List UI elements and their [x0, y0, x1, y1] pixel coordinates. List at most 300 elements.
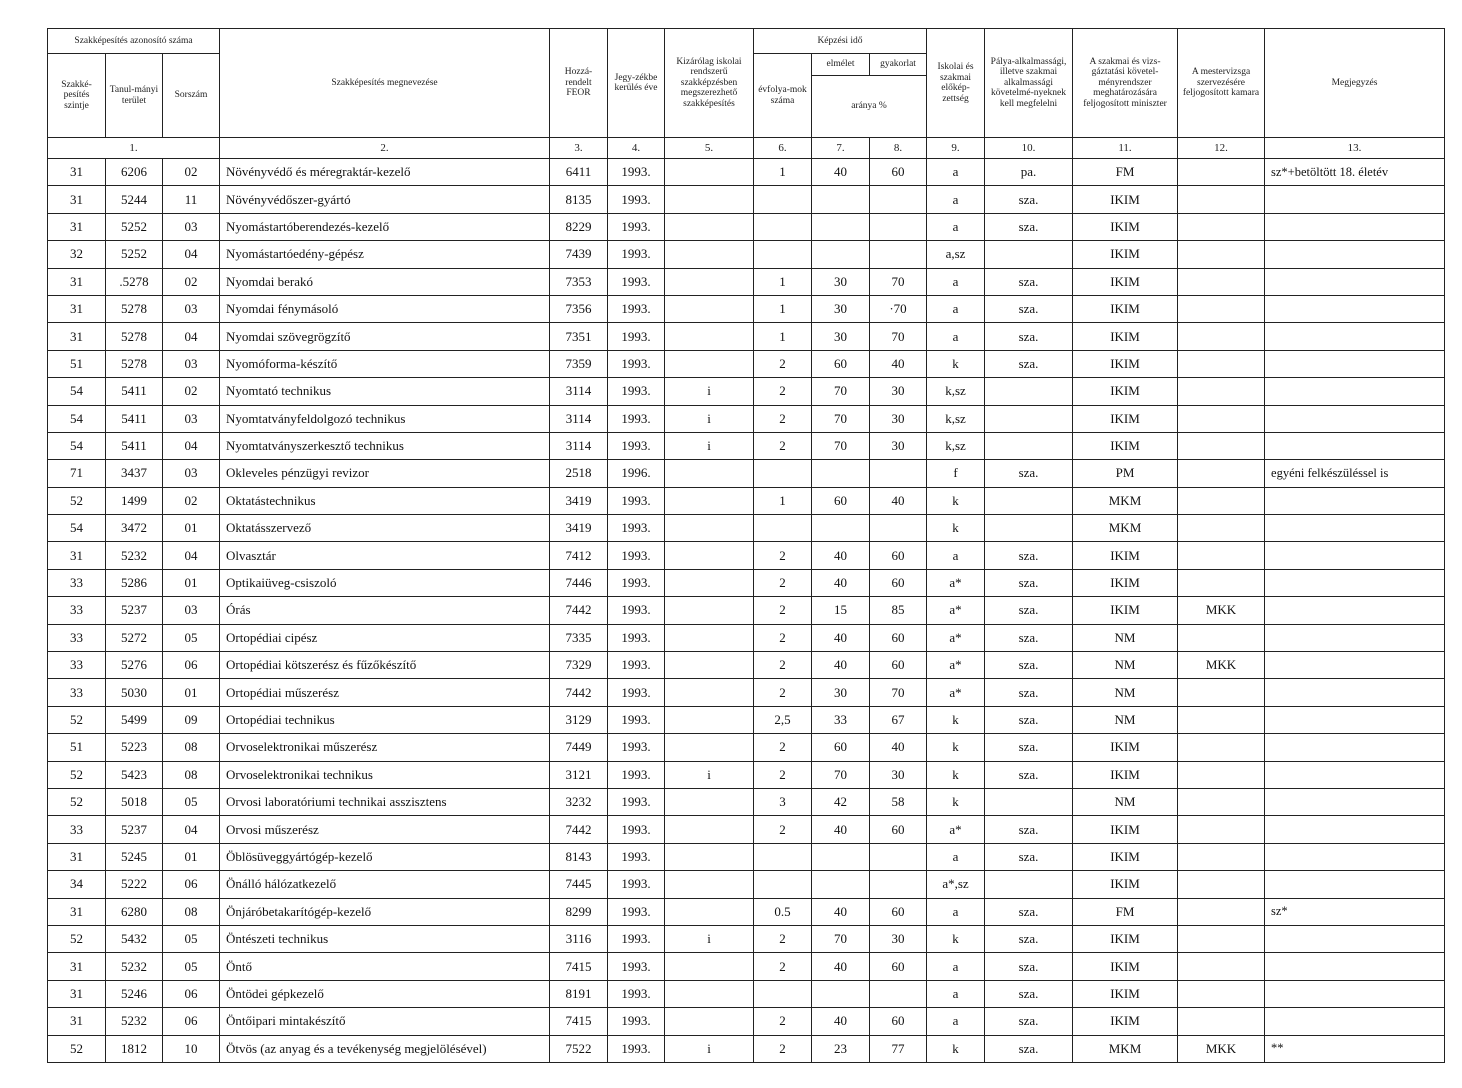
cell-name: Nyomdai szövegrögzítő — [220, 323, 550, 350]
table-row — [48, 597, 1445, 624]
cell-szint: 52 — [48, 487, 106, 514]
cell-sorszam: 05 — [163, 953, 220, 980]
cell-jegyzek: 1993. — [608, 542, 665, 569]
cell-jegyzek: 1993. — [608, 268, 665, 295]
cell-elmelet: 40 — [812, 159, 870, 186]
cell-gyakorlat: 60 — [870, 652, 927, 679]
cell-kizarolag — [665, 871, 754, 898]
cell-gyakorlat: 60 — [870, 953, 927, 980]
cell-gyakorlat: 40 — [870, 734, 927, 761]
cell-kizarolag — [665, 706, 754, 733]
cell-feor: 7439 — [550, 241, 608, 268]
cell-kizarolag: i — [665, 761, 754, 788]
cell-name: Optikaiüveg-csiszoló — [220, 569, 550, 596]
cell-mester — [1178, 515, 1265, 542]
cell-szint: 54 — [48, 405, 106, 432]
cell-name: Növényvédőszer-gyártó — [220, 186, 550, 213]
cell-sorszam: 11 — [163, 186, 220, 213]
cell-feor: 7356 — [550, 295, 608, 322]
cell-tanul: 5423 — [106, 761, 163, 788]
cell-szint: 33 — [48, 679, 106, 706]
table-row — [48, 788, 1445, 815]
cell-szint: 52 — [48, 925, 106, 952]
cell-evfolyam: 1 — [754, 295, 812, 322]
cell-evfolyam: 2 — [754, 734, 812, 761]
cell-iskolai: a* — [927, 624, 985, 651]
header-jegyzek: Jegy-zékbe kerülés éve — [608, 29, 665, 138]
table-row — [48, 843, 1445, 870]
cell-feor: 3232 — [550, 788, 608, 815]
cell-gyakorlat: 60 — [870, 569, 927, 596]
cell-kizarolag — [665, 542, 754, 569]
cell-evfolyam: 1 — [754, 323, 812, 350]
cell-evfolyam: 3 — [754, 788, 812, 815]
header-aranya: aránya % — [812, 76, 927, 138]
cell-mester — [1178, 487, 1265, 514]
cell-jegyzek: 1993. — [608, 569, 665, 596]
cell-iskolai: a,sz — [927, 241, 985, 268]
cell-palya — [985, 378, 1073, 405]
cell-mester — [1178, 241, 1265, 268]
table-row — [48, 323, 1445, 350]
table-row — [48, 953, 1445, 980]
cell-tanul: 6206 — [106, 159, 163, 186]
cell-kizarolag — [665, 295, 754, 322]
cell-name: Öntödei gépkezelő — [220, 980, 550, 1007]
cell-szint: 54 — [48, 378, 106, 405]
cell-elmelet: 33 — [812, 706, 870, 733]
table-row — [48, 432, 1445, 459]
cell-iskolai: a — [927, 186, 985, 213]
cell-szint: 31 — [48, 1008, 106, 1035]
cell-szint: 31 — [48, 843, 106, 870]
table-row — [48, 871, 1445, 898]
header-palya: Pálya-alkalmassági, illetve szakmai alkalmassági követelmé-nyeknek kell megfelelni — [985, 29, 1073, 138]
cell-iskolai: k — [927, 925, 985, 952]
cell-name: Nyomdai berakó — [220, 268, 550, 295]
cell-name: Orvoselektronikai műszerész — [220, 734, 550, 761]
cell-tanul: 5272 — [106, 624, 163, 651]
cell-tanul: .5278 — [106, 268, 163, 295]
cell-feor: 7415 — [550, 1008, 608, 1035]
cell-jegyzek: 1993. — [608, 652, 665, 679]
cell-iskolai: a* — [927, 569, 985, 596]
cell-feor: 7335 — [550, 624, 608, 651]
cell-kizarolag — [665, 159, 754, 186]
cell-tanul: 5278 — [106, 350, 163, 377]
cell-palya: sza. — [985, 1035, 1073, 1062]
header-name: Szakképesítés megnevezése — [220, 29, 550, 138]
cell-feor: 8143 — [550, 843, 608, 870]
cell-palya: sza. — [985, 295, 1073, 322]
cell-gyakorlat — [870, 241, 927, 268]
table-row — [48, 515, 1445, 542]
colnum: 11. — [1073, 138, 1178, 159]
cell-szint: 33 — [48, 816, 106, 843]
cell-iskolai: a — [927, 542, 985, 569]
cell-tanul: 5411 — [106, 378, 163, 405]
cell-tanul: 5246 — [106, 980, 163, 1007]
cell-name: Nyomtatványfeldolgozó technikus — [220, 405, 550, 432]
cell-kizarolag: i — [665, 378, 754, 405]
cell-sorszam: 03 — [163, 213, 220, 240]
cell-iskolai: k — [927, 515, 985, 542]
cell-miniszter: MKM — [1073, 487, 1178, 514]
cell-evfolyam: 2 — [754, 432, 812, 459]
cell-kizarolag — [665, 953, 754, 980]
cell-jegyzek: 1993. — [608, 1035, 665, 1062]
cell-evfolyam: 2 — [754, 761, 812, 788]
cell-gyakorlat: 40 — [870, 350, 927, 377]
cell-miniszter: IKIM — [1073, 569, 1178, 596]
cell-szint: 31 — [48, 323, 106, 350]
cell-miniszter: NM — [1073, 679, 1178, 706]
header-kizarolag: Kizárólag iskolai rendszerű szakképzésben megszerezhető szakképesítés — [665, 29, 754, 138]
cell-jegyzek: 1993. — [608, 843, 665, 870]
cell-feor: 6411 — [550, 159, 608, 186]
cell-miniszter: IKIM — [1073, 542, 1178, 569]
cell-kizarolag — [665, 186, 754, 213]
table-row — [48, 980, 1445, 1007]
cell-megjegyzes — [1265, 350, 1445, 377]
cell-iskolai: a — [927, 953, 985, 980]
cell-elmelet: 40 — [812, 624, 870, 651]
cell-feor: 7329 — [550, 652, 608, 679]
cell-iskolai: k — [927, 350, 985, 377]
cell-miniszter: IKIM — [1073, 405, 1178, 432]
cell-elmelet: 40 — [812, 542, 870, 569]
cell-sorszam: 04 — [163, 432, 220, 459]
table-row — [48, 569, 1445, 596]
table-row — [48, 460, 1445, 487]
cell-megjegyzes — [1265, 925, 1445, 952]
header-szint: Szakké-pesítés szintje — [48, 54, 106, 138]
cell-feor: 3129 — [550, 706, 608, 733]
cell-megjegyzes — [1265, 761, 1445, 788]
qualifications-table — [47, 28, 1445, 1063]
cell-miniszter: MKM — [1073, 1035, 1178, 1062]
cell-palya: sza. — [985, 350, 1073, 377]
cell-miniszter: IKIM — [1073, 925, 1178, 952]
cell-iskolai: a — [927, 268, 985, 295]
cell-name: Öblösüveggyártógép-kezelő — [220, 843, 550, 870]
table-row — [48, 542, 1445, 569]
cell-gyakorlat: 67 — [870, 706, 927, 733]
cell-jegyzek: 1993. — [608, 186, 665, 213]
cell-tanul: 5276 — [106, 652, 163, 679]
cell-palya: sza. — [985, 213, 1073, 240]
cell-palya: sza. — [985, 925, 1073, 952]
cell-mester: MKK — [1178, 652, 1265, 679]
colnum: 10. — [985, 138, 1073, 159]
cell-szint: 31 — [48, 213, 106, 240]
cell-palya: sza. — [985, 597, 1073, 624]
cell-feor: 3114 — [550, 432, 608, 459]
cell-kizarolag: i — [665, 432, 754, 459]
cell-mester — [1178, 925, 1265, 952]
cell-palya — [985, 405, 1073, 432]
cell-tanul: 5252 — [106, 241, 163, 268]
cell-mester — [1178, 186, 1265, 213]
cell-name: Okleveles pénzügyi revizor — [220, 460, 550, 487]
cell-elmelet: 60 — [812, 350, 870, 377]
cell-palya: sza. — [985, 268, 1073, 295]
cell-kizarolag: i — [665, 1035, 754, 1062]
table-body — [48, 159, 1445, 1063]
cell-mester — [1178, 378, 1265, 405]
cell-kizarolag — [665, 350, 754, 377]
header-iskolai: Iskolai és szakmai előkép-zettség — [927, 29, 985, 138]
cell-jegyzek: 1993. — [608, 241, 665, 268]
header-gyakorlat: gyakorlat — [870, 54, 927, 76]
cell-elmelet — [812, 213, 870, 240]
cell-jegyzek: 1993. — [608, 788, 665, 815]
cell-gyakorlat: 60 — [870, 898, 927, 925]
cell-iskolai: a — [927, 843, 985, 870]
cell-szint: 54 — [48, 515, 106, 542]
colnum: 12. — [1178, 138, 1265, 159]
cell-jegyzek: 1993. — [608, 378, 665, 405]
cell-miniszter: IKIM — [1073, 597, 1178, 624]
cell-szint: 32 — [48, 241, 106, 268]
cell-iskolai: a* — [927, 679, 985, 706]
cell-gyakorlat: 70 — [870, 323, 927, 350]
cell-feor: 8299 — [550, 898, 608, 925]
cell-miniszter: PM — [1073, 460, 1178, 487]
cell-szint: 33 — [48, 597, 106, 624]
cell-evfolyam: 0.5 — [754, 898, 812, 925]
cell-tanul: 3437 — [106, 460, 163, 487]
cell-szint: 52 — [48, 706, 106, 733]
cell-tanul: 5278 — [106, 323, 163, 350]
cell-kizarolag — [665, 788, 754, 815]
cell-name: Öntészeti technikus — [220, 925, 550, 952]
cell-miniszter: IKIM — [1073, 186, 1178, 213]
cell-sorszam: 04 — [163, 542, 220, 569]
cell-elmelet: 15 — [812, 597, 870, 624]
cell-miniszter: IKIM — [1073, 734, 1178, 761]
cell-szint: 31 — [48, 159, 106, 186]
cell-megjegyzes — [1265, 652, 1445, 679]
cell-gyakorlat: 85 — [870, 597, 927, 624]
cell-palya: sza. — [985, 734, 1073, 761]
cell-name: Önálló hálózatkezelő — [220, 871, 550, 898]
cell-elmelet: 40 — [812, 953, 870, 980]
cell-miniszter: IKIM — [1073, 295, 1178, 322]
cell-mester — [1178, 761, 1265, 788]
cell-palya: sza. — [985, 898, 1073, 925]
cell-szint: 71 — [48, 460, 106, 487]
cell-gyakorlat: 77 — [870, 1035, 927, 1062]
cell-gyakorlat — [870, 213, 927, 240]
cell-name: Nyomdai fénymásoló — [220, 295, 550, 322]
cell-evfolyam: 1 — [754, 268, 812, 295]
cell-evfolyam: 2 — [754, 350, 812, 377]
cell-miniszter: NM — [1073, 706, 1178, 733]
cell-feor: 7522 — [550, 1035, 608, 1062]
cell-szint: 51 — [48, 350, 106, 377]
cell-evfolyam — [754, 980, 812, 1007]
cell-evfolyam — [754, 871, 812, 898]
cell-gyakorlat: 30 — [870, 405, 927, 432]
cell-name: Oktatásszervező — [220, 515, 550, 542]
cell-sorszam: 01 — [163, 569, 220, 596]
cell-elmelet: 40 — [812, 652, 870, 679]
cell-jegyzek: 1993. — [608, 597, 665, 624]
cell-palya — [985, 515, 1073, 542]
cell-miniszter: IKIM — [1073, 980, 1178, 1007]
cell-name: Ötvös (az anyag és a tevékenység megjelölésével) — [220, 1035, 550, 1062]
cell-sorszam: 04 — [163, 323, 220, 350]
cell-sorszam: 03 — [163, 295, 220, 322]
cell-kizarolag — [665, 652, 754, 679]
cell-mester — [1178, 1008, 1265, 1035]
cell-elmelet: 40 — [812, 569, 870, 596]
cell-mester — [1178, 624, 1265, 651]
cell-elmelet: 23 — [812, 1035, 870, 1062]
cell-iskolai: a*,sz — [927, 871, 985, 898]
cell-name: Ortopédiai cipész — [220, 624, 550, 651]
cell-megjegyzes — [1265, 980, 1445, 1007]
cell-sorszam: 05 — [163, 624, 220, 651]
cell-szint: 31 — [48, 295, 106, 322]
cell-mester — [1178, 706, 1265, 733]
cell-iskolai: a — [927, 159, 985, 186]
colnum: 2. — [220, 138, 550, 159]
cell-name: Ortopédiai műszerész — [220, 679, 550, 706]
cell-mester — [1178, 268, 1265, 295]
colnum: 6. — [754, 138, 812, 159]
cell-iskolai: f — [927, 460, 985, 487]
cell-miniszter: IKIM — [1073, 816, 1178, 843]
cell-sorszam: 01 — [163, 515, 220, 542]
cell-jegyzek: 1993. — [608, 624, 665, 651]
cell-evfolyam — [754, 186, 812, 213]
header-elmelet: elmélet — [812, 54, 870, 76]
table-row — [48, 816, 1445, 843]
cell-kizarolag — [665, 898, 754, 925]
cell-elmelet: 70 — [812, 432, 870, 459]
cell-iskolai: a — [927, 213, 985, 240]
cell-miniszter: IKIM — [1073, 432, 1178, 459]
cell-palya: sza. — [985, 323, 1073, 350]
cell-name: Nyomástartóedény-gépész — [220, 241, 550, 268]
cell-szint: 31 — [48, 186, 106, 213]
cell-mester — [1178, 871, 1265, 898]
cell-tanul: 5237 — [106, 597, 163, 624]
header-mester: A mestervizsga szervezésére feljogosított kamara — [1178, 29, 1265, 138]
table-row — [48, 378, 1445, 405]
header-feor: Hozzá-rendelt FEOR — [550, 29, 608, 138]
cell-megjegyzes — [1265, 186, 1445, 213]
cell-mester — [1178, 323, 1265, 350]
cell-feor: 7442 — [550, 679, 608, 706]
cell-miniszter: IKIM — [1073, 871, 1178, 898]
cell-jegyzek: 1993. — [608, 159, 665, 186]
cell-tanul: 5252 — [106, 213, 163, 240]
cell-evfolyam: 2 — [754, 542, 812, 569]
cell-name: Orvosi műszerész — [220, 816, 550, 843]
cell-miniszter: NM — [1073, 624, 1178, 651]
cell-kizarolag — [665, 323, 754, 350]
cell-kizarolag — [665, 597, 754, 624]
cell-gyakorlat: 58 — [870, 788, 927, 815]
colnum: 4. — [608, 138, 665, 159]
cell-iskolai: k — [927, 487, 985, 514]
cell-iskolai: a* — [927, 597, 985, 624]
cell-elmelet: 60 — [812, 734, 870, 761]
cell-mester — [1178, 295, 1265, 322]
cell-jegyzek: 1993. — [608, 432, 665, 459]
cell-tanul: 5223 — [106, 734, 163, 761]
cell-mester — [1178, 980, 1265, 1007]
cell-evfolyam: 2 — [754, 405, 812, 432]
cell-feor: 7359 — [550, 350, 608, 377]
cell-gyakorlat — [870, 871, 927, 898]
cell-sorszam: 08 — [163, 734, 220, 761]
cell-sorszam: 02 — [163, 159, 220, 186]
cell-name: Nyomástartóberendezés-kezelő — [220, 213, 550, 240]
cell-tanul: 5018 — [106, 788, 163, 815]
header-evfolyam: évfolya-mok száma — [754, 54, 812, 138]
cell-feor: 8229 — [550, 213, 608, 240]
cell-evfolyam: 2 — [754, 1035, 812, 1062]
cell-name: Ortopédiai technikus — [220, 706, 550, 733]
cell-name: Ortopédiai kötszerész és fűzőkészítő — [220, 652, 550, 679]
cell-mester — [1178, 679, 1265, 706]
cell-jegyzek: 1993. — [608, 706, 665, 733]
cell-evfolyam: 2 — [754, 652, 812, 679]
cell-evfolyam — [754, 843, 812, 870]
cell-feor: 3419 — [550, 487, 608, 514]
cell-elmelet: 60 — [812, 487, 870, 514]
header-megjegyzes: Megjegyzés — [1265, 29, 1445, 138]
cell-megjegyzes — [1265, 734, 1445, 761]
cell-feor: 7412 — [550, 542, 608, 569]
cell-iskolai: a — [927, 898, 985, 925]
cell-elmelet — [812, 871, 870, 898]
cell-miniszter: IKIM — [1073, 1008, 1178, 1035]
cell-megjegyzes — [1265, 487, 1445, 514]
cell-megjegyzes: sz*+betöltött 18. életév — [1265, 159, 1445, 186]
cell-sorszam: 03 — [163, 597, 220, 624]
table-row — [48, 405, 1445, 432]
colnum: 7. — [812, 138, 870, 159]
cell-feor: 8191 — [550, 980, 608, 1007]
header-miniszter: A szakmai és vizs-gáztatási követel-ményrendszer meghatározására feljogosított miniszter — [1073, 29, 1178, 138]
cell-feor: 3114 — [550, 378, 608, 405]
cell-sorszam: 04 — [163, 241, 220, 268]
cell-gyakorlat: 30 — [870, 925, 927, 952]
cell-gyakorlat — [870, 843, 927, 870]
cell-miniszter: FM — [1073, 159, 1178, 186]
cell-iskolai: a — [927, 980, 985, 1007]
cell-feor: 7442 — [550, 816, 608, 843]
cell-jegyzek: 1993. — [608, 679, 665, 706]
cell-tanul: 5432 — [106, 925, 163, 952]
cell-elmelet — [812, 241, 870, 268]
cell-feor: 2518 — [550, 460, 608, 487]
cell-tanul: 5222 — [106, 871, 163, 898]
cell-tanul: 5244 — [106, 186, 163, 213]
colnum: 13. — [1265, 138, 1445, 159]
cell-jegyzek: 1993. — [608, 816, 665, 843]
cell-megjegyzes — [1265, 1008, 1445, 1035]
cell-megjegyzes — [1265, 816, 1445, 843]
cell-elmelet: 70 — [812, 925, 870, 952]
cell-gyakorlat: 70 — [870, 679, 927, 706]
cell-mester — [1178, 734, 1265, 761]
